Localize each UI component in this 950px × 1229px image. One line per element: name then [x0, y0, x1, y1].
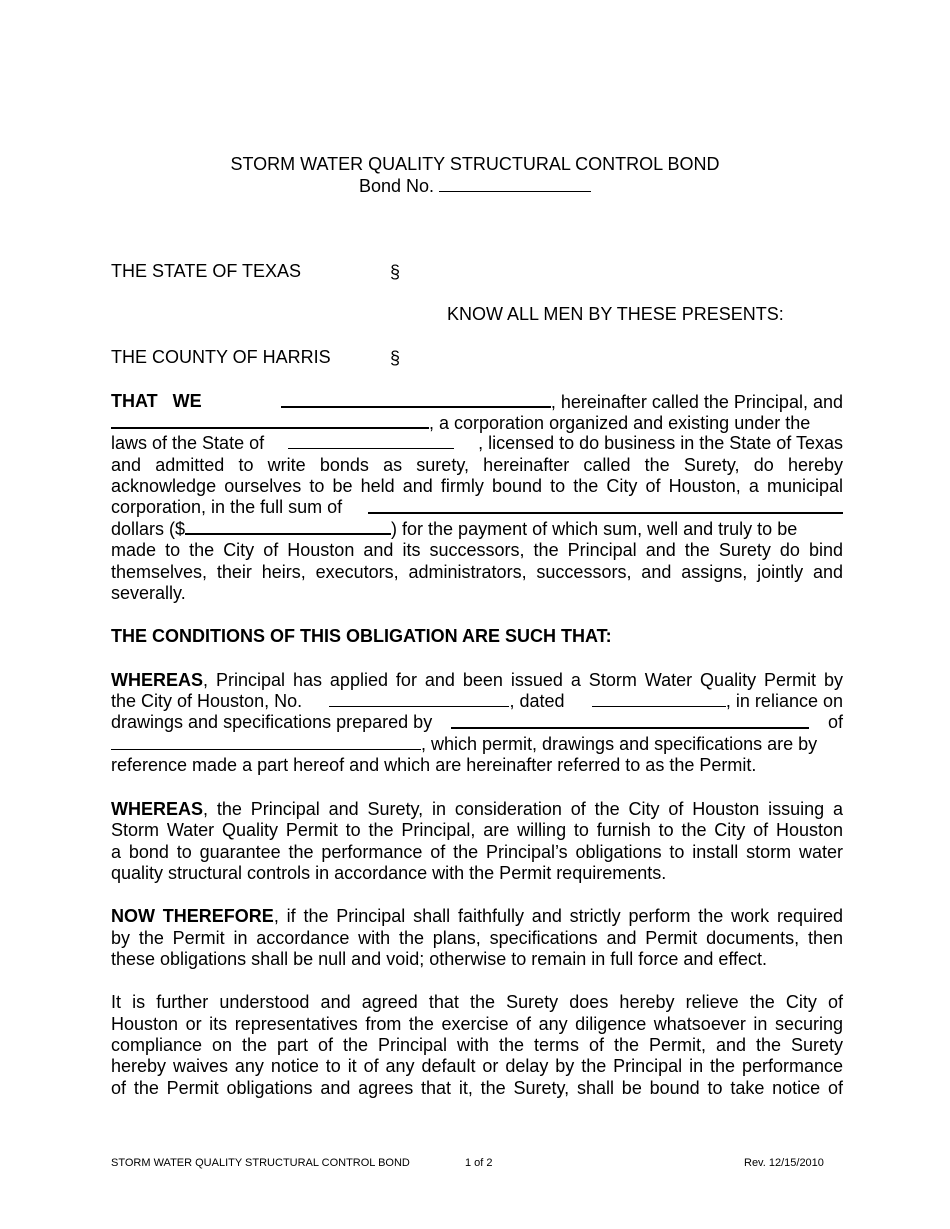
- p1-line-4: and admitted to write bonds as surety, hereinafter called the Surety, do hereby: [111, 455, 843, 475]
- document-title: STORM WATER QUALITY STRUCTURAL CONTROL BOND: [230, 154, 720, 174]
- p5-line-5: of the Permit obligations and agrees that it, the Surety, shall be bound to take notice of: [111, 1078, 843, 1098]
- section-mark-county: §: [390, 348, 401, 368]
- footer-title: STORM WATER QUALITY STRUCTURAL CONTROL BOND: [111, 1157, 410, 1169]
- permit-number-field[interactable]: [329, 691, 509, 707]
- p3-line-4: quality structural controls in accordance with the Permit requirements.: [111, 863, 667, 883]
- p5-line-1: It is further understood and agreed that the Surety does hereby relieve the City of: [111, 992, 843, 1012]
- p3-line-1: WHEREAS, the Principal and Surety, in consideration of the City of Houston issuing a: [111, 799, 843, 819]
- p4-line-3: these obligations shall be null and void; otherwise to remain in full force and effect.: [111, 949, 768, 969]
- p1-line-7: dollars ($ ) for the payment of which sum, well and truly to be: [111, 519, 798, 539]
- state-of-incorporation-field[interactable]: [288, 433, 454, 449]
- bond-no-label: Bond No.: [358, 176, 435, 196]
- preparer-location-field[interactable]: [111, 734, 421, 750]
- p1-line-5: acknowledge ourselves to be held and firmly bound to the City of Houston, a municipal: [111, 476, 843, 496]
- p1-line-2: , a corporation organized and existing under the: [111, 412, 843, 434]
- p2-line-2: the City of Houston, No. , dated , in reliance on: [111, 691, 843, 711]
- sum-amount-field[interactable]: [185, 518, 391, 535]
- p1-line-9: themselves, their heirs, executors, administrators, successors, and assigns, jointly and: [111, 562, 843, 582]
- p1-line-6: corporation, in the full sum of: [111, 497, 843, 518]
- p2-line-1: WHEREAS, Principal has applied for and been issued a Storm Water Quality Permit by: [111, 670, 843, 690]
- permit-date-field[interactable]: [592, 691, 726, 707]
- p1-line-10: severally.: [111, 583, 186, 603]
- footer-page-number: 1 of 2: [465, 1157, 493, 1169]
- prepared-by-field[interactable]: [451, 712, 809, 729]
- footer-revision: Rev. 12/15/2010: [744, 1157, 824, 1169]
- p5-line-2: Houston or its representatives from the exercise of any diligence whatsoever in securing: [111, 1014, 843, 1034]
- p2-line-5: reference made a part hereof and which are hereinafter referred to as the Permit.: [111, 755, 757, 775]
- know-all-heading: KNOW ALL MEN BY THESE PRESENTS:: [447, 304, 784, 324]
- that-we-label: THAT WE: [111, 391, 202, 411]
- state-line: THE STATE OF TEXAS: [111, 261, 302, 281]
- p5-line-4: hereby waives any notice to it of any default or delay by the Principal in the performance: [111, 1056, 843, 1076]
- p3-line-3: a bond to guarantee the performance of the Principal’s obligations to install storm water: [111, 842, 843, 862]
- bond-no-field[interactable]: [439, 176, 591, 192]
- p1-line-3: laws of the State of , licensed to do business in the State of Texas: [111, 433, 843, 453]
- conditions-heading: THE CONDITIONS OF THIS OBLIGATION ARE SUCH THAT:: [111, 626, 612, 646]
- sum-words-field[interactable]: [368, 497, 843, 514]
- p2-line-4: , which permit, drawings and specifications are by: [111, 734, 843, 755]
- surety-name-field[interactable]: [111, 412, 429, 429]
- bond-number-line: [0, 176, 950, 197]
- p1-line-1: THAT WE , hereinafter called the Principal, and: [111, 391, 843, 412]
- section-mark-state: §: [390, 262, 401, 282]
- p3-line-2: Storm Water Quality Permit to the Principal, are willing to furnish to the City of Houston: [111, 820, 843, 840]
- p1-line-8: made to the City of Houston and its successors, the Principal and the Surety do bind: [111, 540, 843, 560]
- p2-line-3: drawings and specifications prepared by of: [111, 712, 843, 732]
- county-line: THE COUNTY OF HARRIS: [111, 347, 331, 367]
- p4-line-2: by the Permit in accordance with the plans, specifications and Permit documents, then: [111, 928, 843, 948]
- principal-name-field[interactable]: [281, 391, 551, 408]
- p4-line-1: NOW THEREFORE, if the Principal shall faithfully and strictly perform the work required: [111, 906, 843, 926]
- p5-line-3: compliance on the part of the Principal with the terms of the Permit, and the Surety: [111, 1035, 843, 1055]
